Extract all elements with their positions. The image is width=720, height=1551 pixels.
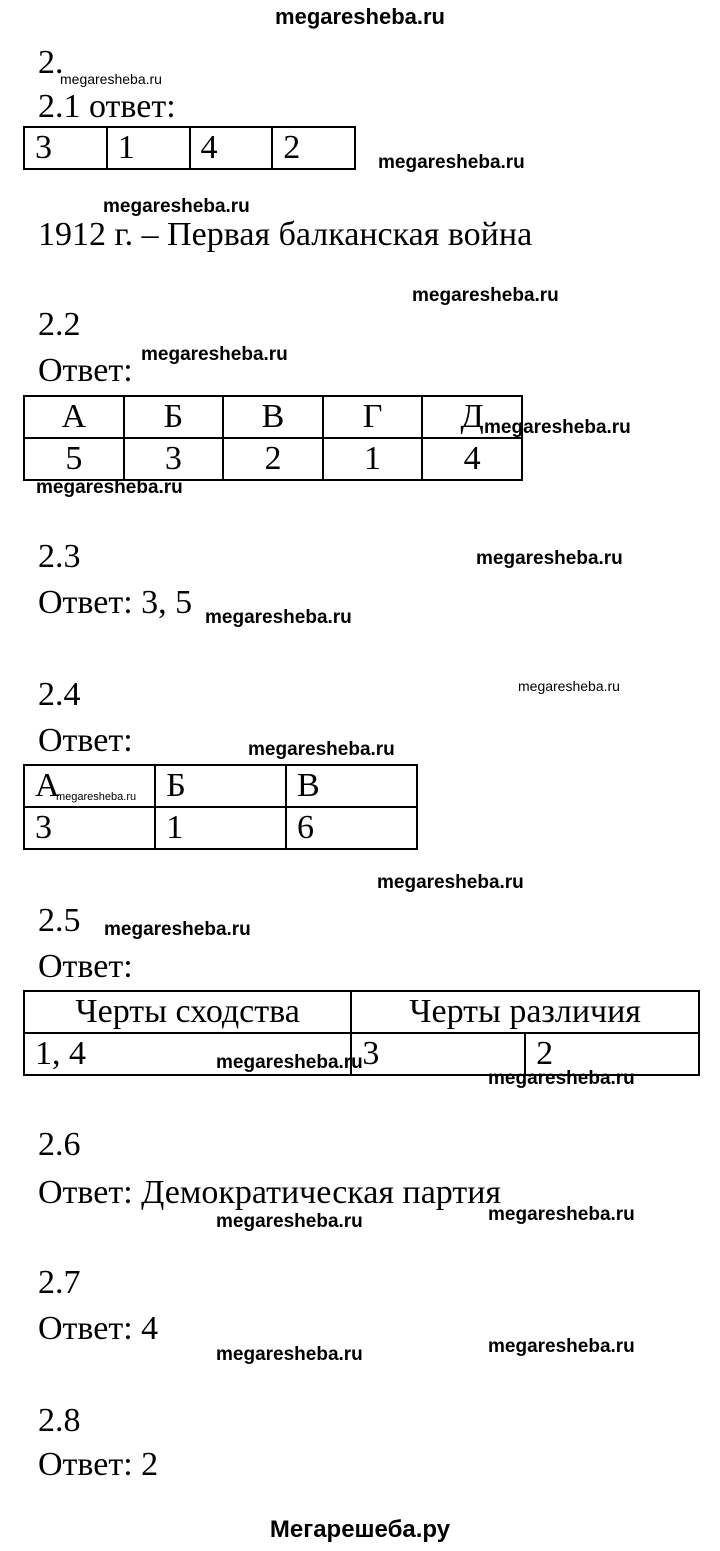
header-watermark: megaresheba.ru [275,4,445,29]
section-2-5-answer-label: Ответ: [38,948,133,985]
watermark: megaresheba.ru [518,678,620,694]
watermark: megaresheba.ru [412,285,559,306]
table-cell: 1 [323,438,423,480]
table-cell: 3 [24,127,107,169]
watermark: megaresheba.ru [104,919,251,940]
table-row [24,396,522,438]
section-2-5-label: 2.5 [38,902,81,939]
watermark: megaresheba.ru [205,607,352,628]
section-2-4-label: 2.4 [38,676,81,713]
table-header-cell: Д [422,396,522,438]
section-2-2-label: 2.2 [38,306,81,343]
table-cell: 1 [155,807,286,849]
table-row [24,127,355,169]
table-header-cell: А [24,396,124,438]
table-header-cell: В [286,765,417,807]
section-2-8-label: 2.8 [38,1402,81,1439]
watermark: megaresheba.ru [60,71,162,87]
watermark: megaresheba.ru [488,1336,635,1357]
table-header-cell: Черты сходства [24,991,351,1033]
table-cell: 1 [107,127,190,169]
table-cell: 3 [351,1033,525,1075]
table-cell: 3 [124,438,224,480]
watermark: megaresheba.ru [488,1204,635,1225]
table-cell: 4 [190,127,273,169]
section-2-7-label: 2.7 [38,1264,81,1301]
watermark: megaresheba.ru [248,739,395,760]
section-2-8-answer: Ответ: 2 [38,1446,159,1483]
answer-table-2-4 [23,764,418,850]
section-2-6-answer: Ответ: Демократическая партия [38,1174,502,1211]
table-row [24,991,699,1033]
section-2-3-label: 2.3 [38,538,81,575]
section-2-6-label: 2.6 [38,1126,81,1163]
table-cell: 6 [286,807,417,849]
task-number: 2. [38,44,64,81]
watermark: megaresheba.ru [378,152,525,173]
table-row [24,438,522,480]
table-cell: 2 [272,127,355,169]
table-cell: 2 [223,438,323,480]
section-2-1-note: 1912 г. – Первая балканская война [38,216,533,253]
watermark: megaresheba.ru [216,1052,363,1073]
watermark: megaresheba.ru [36,477,183,498]
watermark: megaresheba.ru [56,791,137,803]
watermark: megaresheba.ru [216,1344,363,1365]
table-row [24,807,417,849]
table-header-cell: Г [323,396,423,438]
watermark: megaresheba.ru [141,344,288,365]
table-cell: 2 [525,1033,699,1075]
answer-table-2-2 [23,395,523,481]
watermark: megaresheba.ru [377,872,524,893]
table-cell: 3 [24,807,155,849]
table-cell: 5 [24,438,124,480]
watermark: megaresheba.ru [103,196,250,217]
watermark: megaresheba.ru [488,1068,635,1089]
section-2-4-answer-label: Ответ: [38,722,133,759]
table-header-cell: А [24,765,155,807]
footer-brand: Мегарешеба.ру [269,1516,451,1543]
answer-table-2-1 [23,126,356,170]
section-2-7-answer: Ответ: 4 [38,1310,159,1347]
table-header-cell: Б [155,765,286,807]
section-2-1-label: 2.1 ответ: [38,88,176,125]
table-cell: 4 [422,438,522,480]
watermark: megaresheba.ru [484,417,631,438]
watermark: megaresheba.ru [216,1211,363,1232]
section-2-2-answer-label: Ответ: [38,352,133,389]
table-header-cell: В [223,396,323,438]
watermark: megaresheba.ru [476,548,623,569]
table-cell: 1, 4 [24,1033,351,1075]
section-2-3-answer: Ответ: 3, 5 [38,584,193,621]
table-header-cell: Б [124,396,224,438]
table-header-cell: Черты различия [351,991,699,1033]
